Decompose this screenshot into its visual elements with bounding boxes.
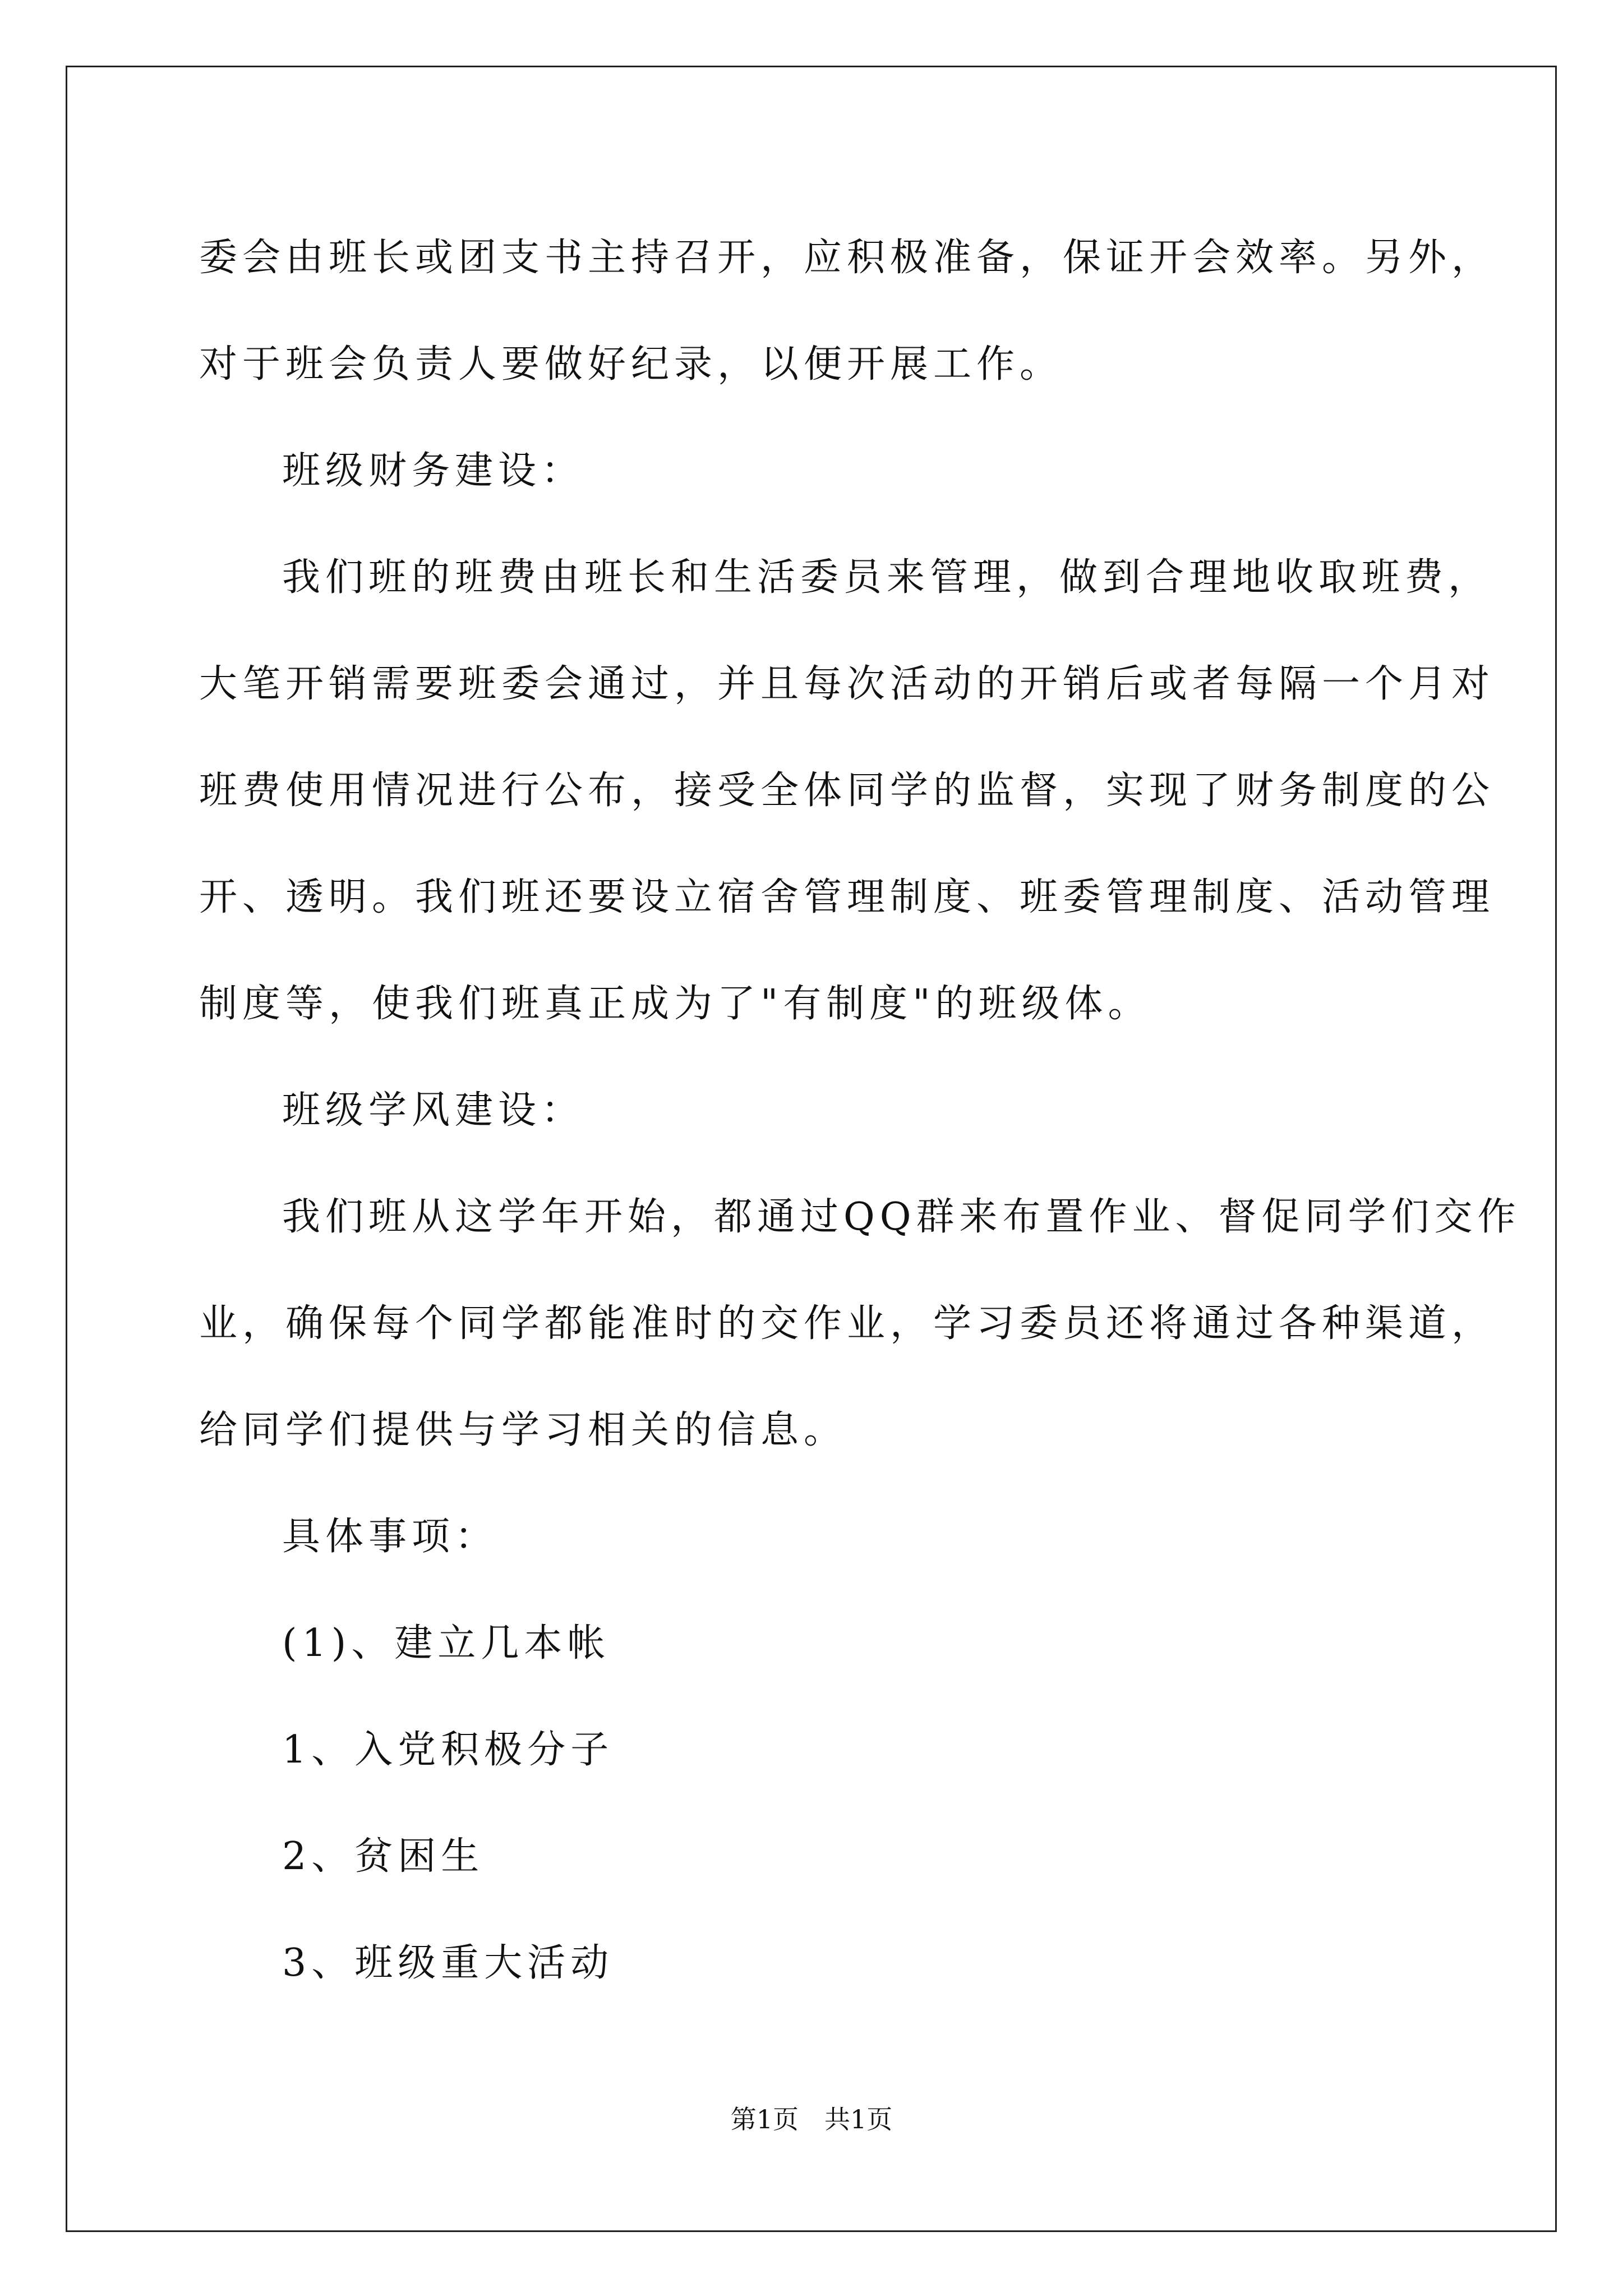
- paragraph-line: 班费使用情况进行公布，接受全体同学的监督，实现了财务制度的公: [199, 769, 1495, 813]
- paragraph-line: 对于班会负责人要做好纪录，以便开展工作。: [199, 342, 1063, 386]
- paragraph-line: 给同学们提供与学习相关的信息。: [199, 1408, 847, 1452]
- paragraph-line: 制度等，使我们班真正成为了"有制度"的班级体。: [199, 982, 1151, 1026]
- paragraph-line: 开、透明。我们班还要设立宿舍管理制度、班委管理制度、活动管理: [199, 875, 1495, 919]
- section-heading: 具体事项：: [282, 1515, 499, 1559]
- page-border: [66, 66, 1557, 2232]
- paragraph-line: 委会由班长或团支书主持召开，应积极准备，保证开会效率。另外，: [199, 236, 1495, 280]
- section-heading: 班级学风建设：: [282, 1088, 585, 1133]
- list-item: 3、班级重大活动: [282, 1941, 614, 1985]
- list-item: 2、贫困生: [282, 1834, 485, 1879]
- paragraph-line: 业，确保每个同学都能准时的交作业，学习委员还将通过各种渠道，: [199, 1301, 1495, 1346]
- section-heading: 班级财务建设：: [282, 449, 585, 493]
- list-item: 1、入党积极分子: [282, 1728, 614, 1772]
- list-item: (1)、建立几本帐: [282, 1621, 611, 1665]
- paragraph-line: 大笔开销需要班委会通过，并且每次活动的开销后或者每隔一个月对: [199, 662, 1495, 706]
- page-number: 第1页 共1页: [730, 2104, 893, 2134]
- paragraph-line: 我们班从这学年开始，都通过QQ群来布置作业、督促同学们交作: [282, 1195, 1521, 1239]
- paragraph-line: 我们班的班费由班长和生活委员来管理，做到合理地收取班费，: [282, 555, 1492, 600]
